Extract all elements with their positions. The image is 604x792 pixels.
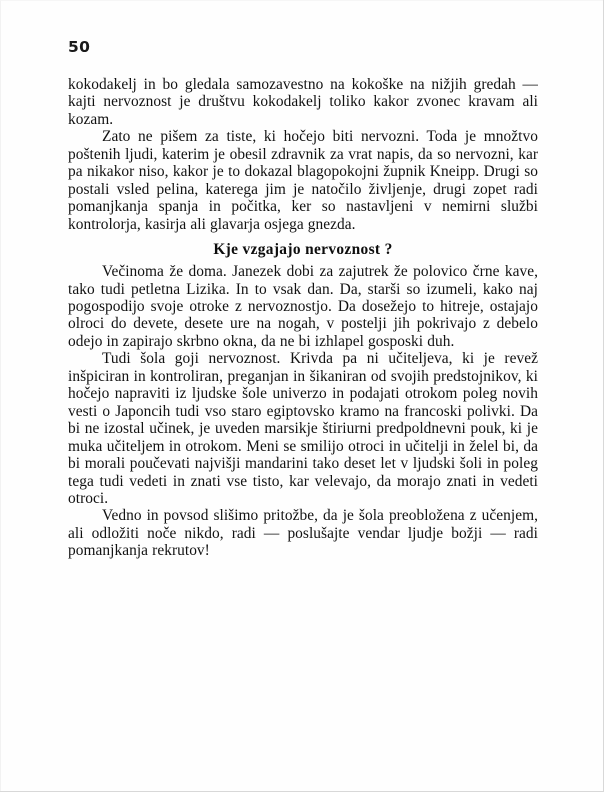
paragraph-5: Vedno in povsod slišimo pritožbe, da je šola preobložena z učenjem, ali odložiti noče nikdo, radi — poslušajte vendar ljudje božji — radi pomanjkanja rekrutov!: [68, 507, 538, 560]
section-heading: Kje vzgajajo nervoznost ?: [213, 241, 393, 259]
paragraph-1: kokodakelj in bo gledala samozavestno na kokoške na nižjih gredah — kajti nervoznost je društvu kokodakelj toliko kakor zvonec kravam ali kozam.: [68, 76, 538, 128]
paragraph-3: Večinoma že doma. Janezek dobi za zajutrek že polovico črne kave, tako tudi petletna Lizika. In to vsak dan. Da, starši so izumeli, kako naj pogospodijo svoje otroke z nervoznostjo. Da dosežejo to hitreje, ostajajo olroci do devete, desete ure na nogah, v postelji jih pokrivajo z debelo odejo in zapirajo skrbno okna, da ne bi izhlapel gosposki duh.: [68, 263, 538, 350]
paragraph-2: Zato ne pišem za tiste, ki hočejo biti nervozni. Toda je množtvo poštenih ljudi, katerim je obesil zdravnik za vrat napis, da so nervozni, kar pa nikakor niso, kakor je to dokazal blagopokojni župnik Kneipp. Drugi so postali vsled pelina, katerega jim je natočilo življenje, drugi zopet radi pomanjkanja spanja in počitka, ker so nastavljeni v nemirni službi kontrolorja, kasirja ali glavarja osjega gnezda.: [68, 128, 538, 233]
paragraph-4: Tudi šola goji nervoznost. Krivda pa ni učiteljeva, ki je revež inšpiciran in kontroliran, preganjan in šikaniran od svojih predstojnikov, ki hočejo napraviti iz ljudske šole univerzo in podajati otrokom poleg novih vesti o Japoncih tudi vso staro egiptovsko kramo na francoski polivki. Da bi ne izostal učinek, je uveden marsikje štiriurni predpoldnevni pouk, ki je muka učiteljem in otrokom. Meni se smilijo otroci in učitelji in želel bi, da bi morali poučevati najvišji mandarini tako deset let v ljudski šoli in poleg tega tudi vedeti in znati vse tisto, kar velevajo, da morajo znati in vedeti otroci.: [68, 350, 538, 507]
page-number: 50: [68, 38, 91, 56]
text-block: [68, 76, 538, 560]
